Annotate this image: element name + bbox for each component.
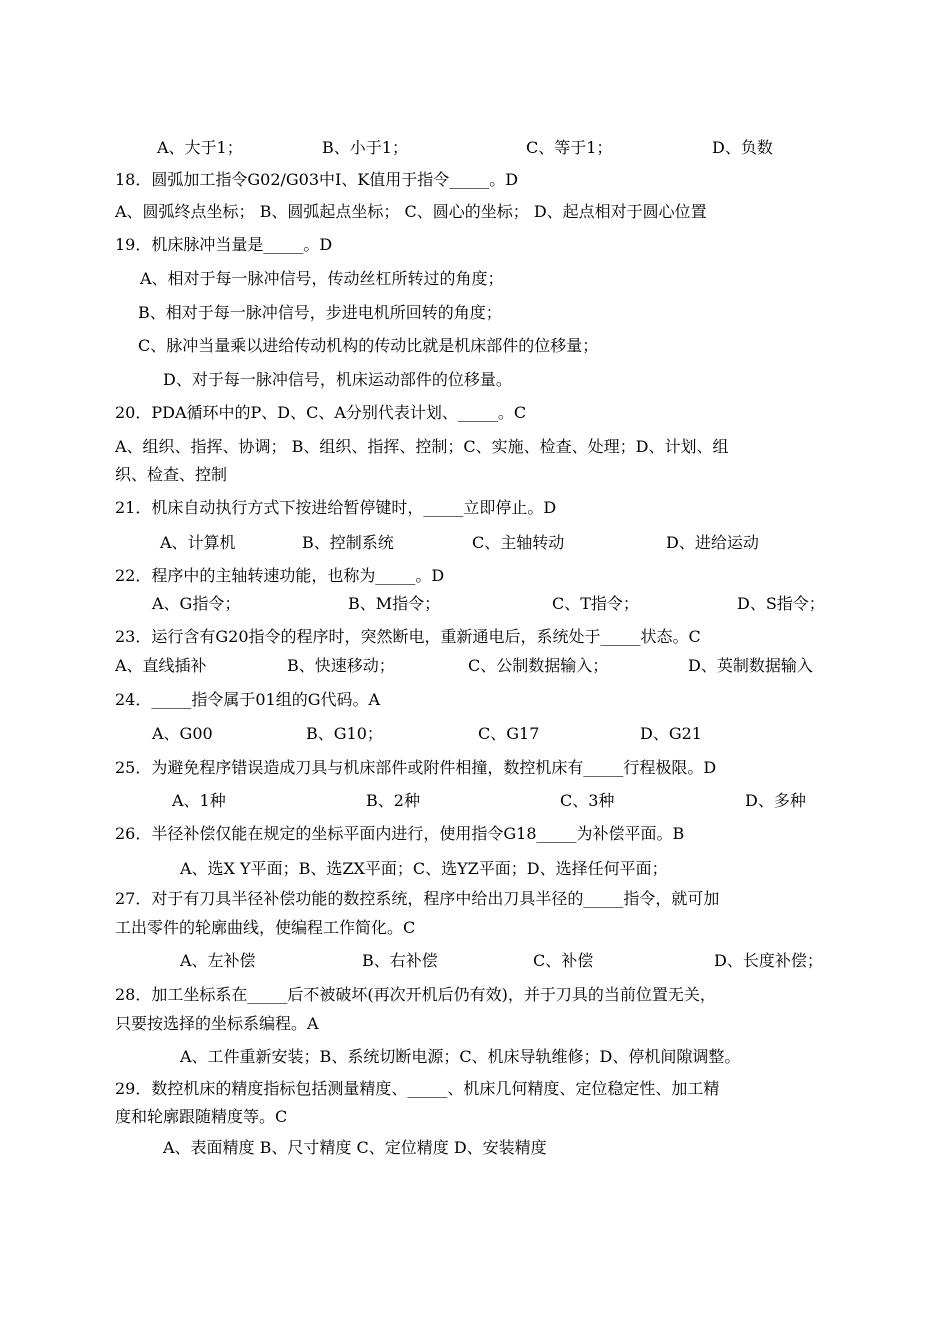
text-line [0,654,950,678]
text-segment: A、工件重新安装；B、系统切断电源；C、机床导轨维修；D、停机间隙调整。 [180,1047,741,1066]
text-line [0,1077,950,1101]
text-segment: 度和轮廓跟随精度等。C [115,1107,288,1126]
answer-option: D、G21 [640,724,702,743]
text-segment: 29．数控机床的精度指标包括测量精度、_____、机床几何精度、定位稳定性、加工精 [115,1079,720,1098]
answer-option: D、负数 [712,138,773,157]
text-line [0,334,950,358]
answer-option: B、G10； [306,724,383,743]
text-segment: B、相对于每一脉冲信号，步进电机所回转的角度； [138,303,502,322]
text-line [0,1012,950,1036]
answer-option: C、公制数据输入； [468,656,609,675]
text-segment: A、表面精度 B、尺寸精度 C、定位精度 D、安装精度 [163,1138,547,1157]
answer-option: A、计算机 [160,533,236,552]
text-line [0,136,950,160]
text-line [0,756,950,780]
answer-option: B、2种 [366,791,420,810]
answer-option: B、右补偿 [362,951,438,970]
answer-option: C、等于1； [526,138,613,157]
text-segment: 20．PDA循环中的P、D、C、A分别代表计划、_____。C [115,403,527,422]
answer-option: B、M指令； [348,594,441,613]
text-line [0,435,950,459]
text-line [0,564,950,588]
text-line [0,949,950,973]
answer-option: A、G指令； [152,594,241,613]
text-line [0,722,950,746]
answer-option: A、大于1； [157,138,243,157]
text-segment: A、选X Y平面；B、选ZX平面；C、选YZ平面；D、选择任何平面； [180,859,668,878]
text-line [0,463,950,487]
answer-option: C、主轴转动 [472,533,565,552]
text-line [0,592,950,616]
text-line [0,401,950,425]
text-line [0,168,950,192]
text-line [0,368,950,392]
text-segment: 26．半径补偿仅能在规定的坐标平面内进行，使用指令G18_____为补偿平面。B [115,824,685,843]
text-segment: 23．运行含有G20指令的程序时，突然断电，重新通电后，系统处于_____状态。C [115,627,701,646]
text-line [0,983,950,1007]
text-line [0,1136,950,1160]
text-segment: 工出零件的轮廓曲线，使编程工作简化。C [115,918,416,937]
text-segment: 28．加工坐标系在_____后不被破坏(再次开机后仍有效)，并于刀具的当前位置无关， [115,985,716,1004]
text-segment: 25．为避免程序错误造成刀具与机床部件或附件相撞，数控机床有_____行程极限。D [115,758,717,777]
text-line [0,233,950,257]
text-line [0,688,950,712]
text-segment: A、组织、指挥、协调； B、组织、指挥、控制；C、实施、检查、处理；D、计划、组 [115,437,729,456]
text-segment: 织、检查、控制 [115,465,228,484]
text-line [0,916,950,940]
text-line [0,625,950,649]
answer-option: D、多种 [745,791,806,810]
text-line [0,531,950,555]
text-line [0,496,950,520]
text-line [0,301,950,325]
answer-option: B、小于1； [322,138,408,157]
text-segment: 27．对于有刀具半径补偿功能的数控系统，程序中给出刀具半径的_____指令，就可加 [115,889,720,908]
text-line [0,822,950,846]
text-segment: D、对于每一脉冲信号，机床运动部件的位移量。 [163,370,512,389]
answer-option: B、快速移动； [287,656,395,675]
text-line [0,1105,950,1129]
text-line [0,200,950,224]
text-segment: 只要按选择的坐标系编程。A [115,1014,319,1033]
text-segment: 24．_____指令属于01组的G代码。A [115,690,381,709]
answer-option: A、1种 [172,791,226,810]
answer-option: B、控制系统 [302,533,394,552]
text-segment: A、相对于每一脉冲信号，传动丝杠所转过的角度； [140,269,504,288]
text-segment: C、脉冲当量乘以进给传动机构的传动比就是机床部件的位移量； [138,336,599,355]
text-segment: 21．机床自动执行方式下按进给暂停键时，_____立即停止。D [115,498,557,517]
text-line [0,267,950,291]
answer-option: C、T指令； [552,594,639,613]
answer-option: A、左补偿 [180,951,256,970]
text-segment: 18．圆弧加工指令G02/G03中I、K值用于指令_____。D [115,170,519,189]
answer-option: D、长度补偿； [714,951,823,970]
text-segment: 22．程序中的主轴转速功能，也称为_____。D [115,566,445,585]
text-segment: A、圆弧终点坐标； B、圆弧起点坐标； C、圆心的坐标； D、起点相对于圆心位置 [115,202,707,221]
answer-option: D、进给运动 [666,533,759,552]
text-segment: 19．机床脉冲当量是_____。D [115,235,333,254]
answer-option: A、G00 [152,724,213,743]
answer-option: C、G17 [478,724,540,743]
answer-option: C、3种 [560,791,615,810]
answer-option: D、英制数据输入 [688,656,813,675]
text-line [0,857,950,881]
text-line [0,1045,950,1069]
answer-option: D、S指令； [737,594,825,613]
answer-option: A、直线插补 [115,656,207,675]
text-line [0,789,950,813]
text-line [0,887,950,911]
answer-option: C、补偿 [533,951,594,970]
